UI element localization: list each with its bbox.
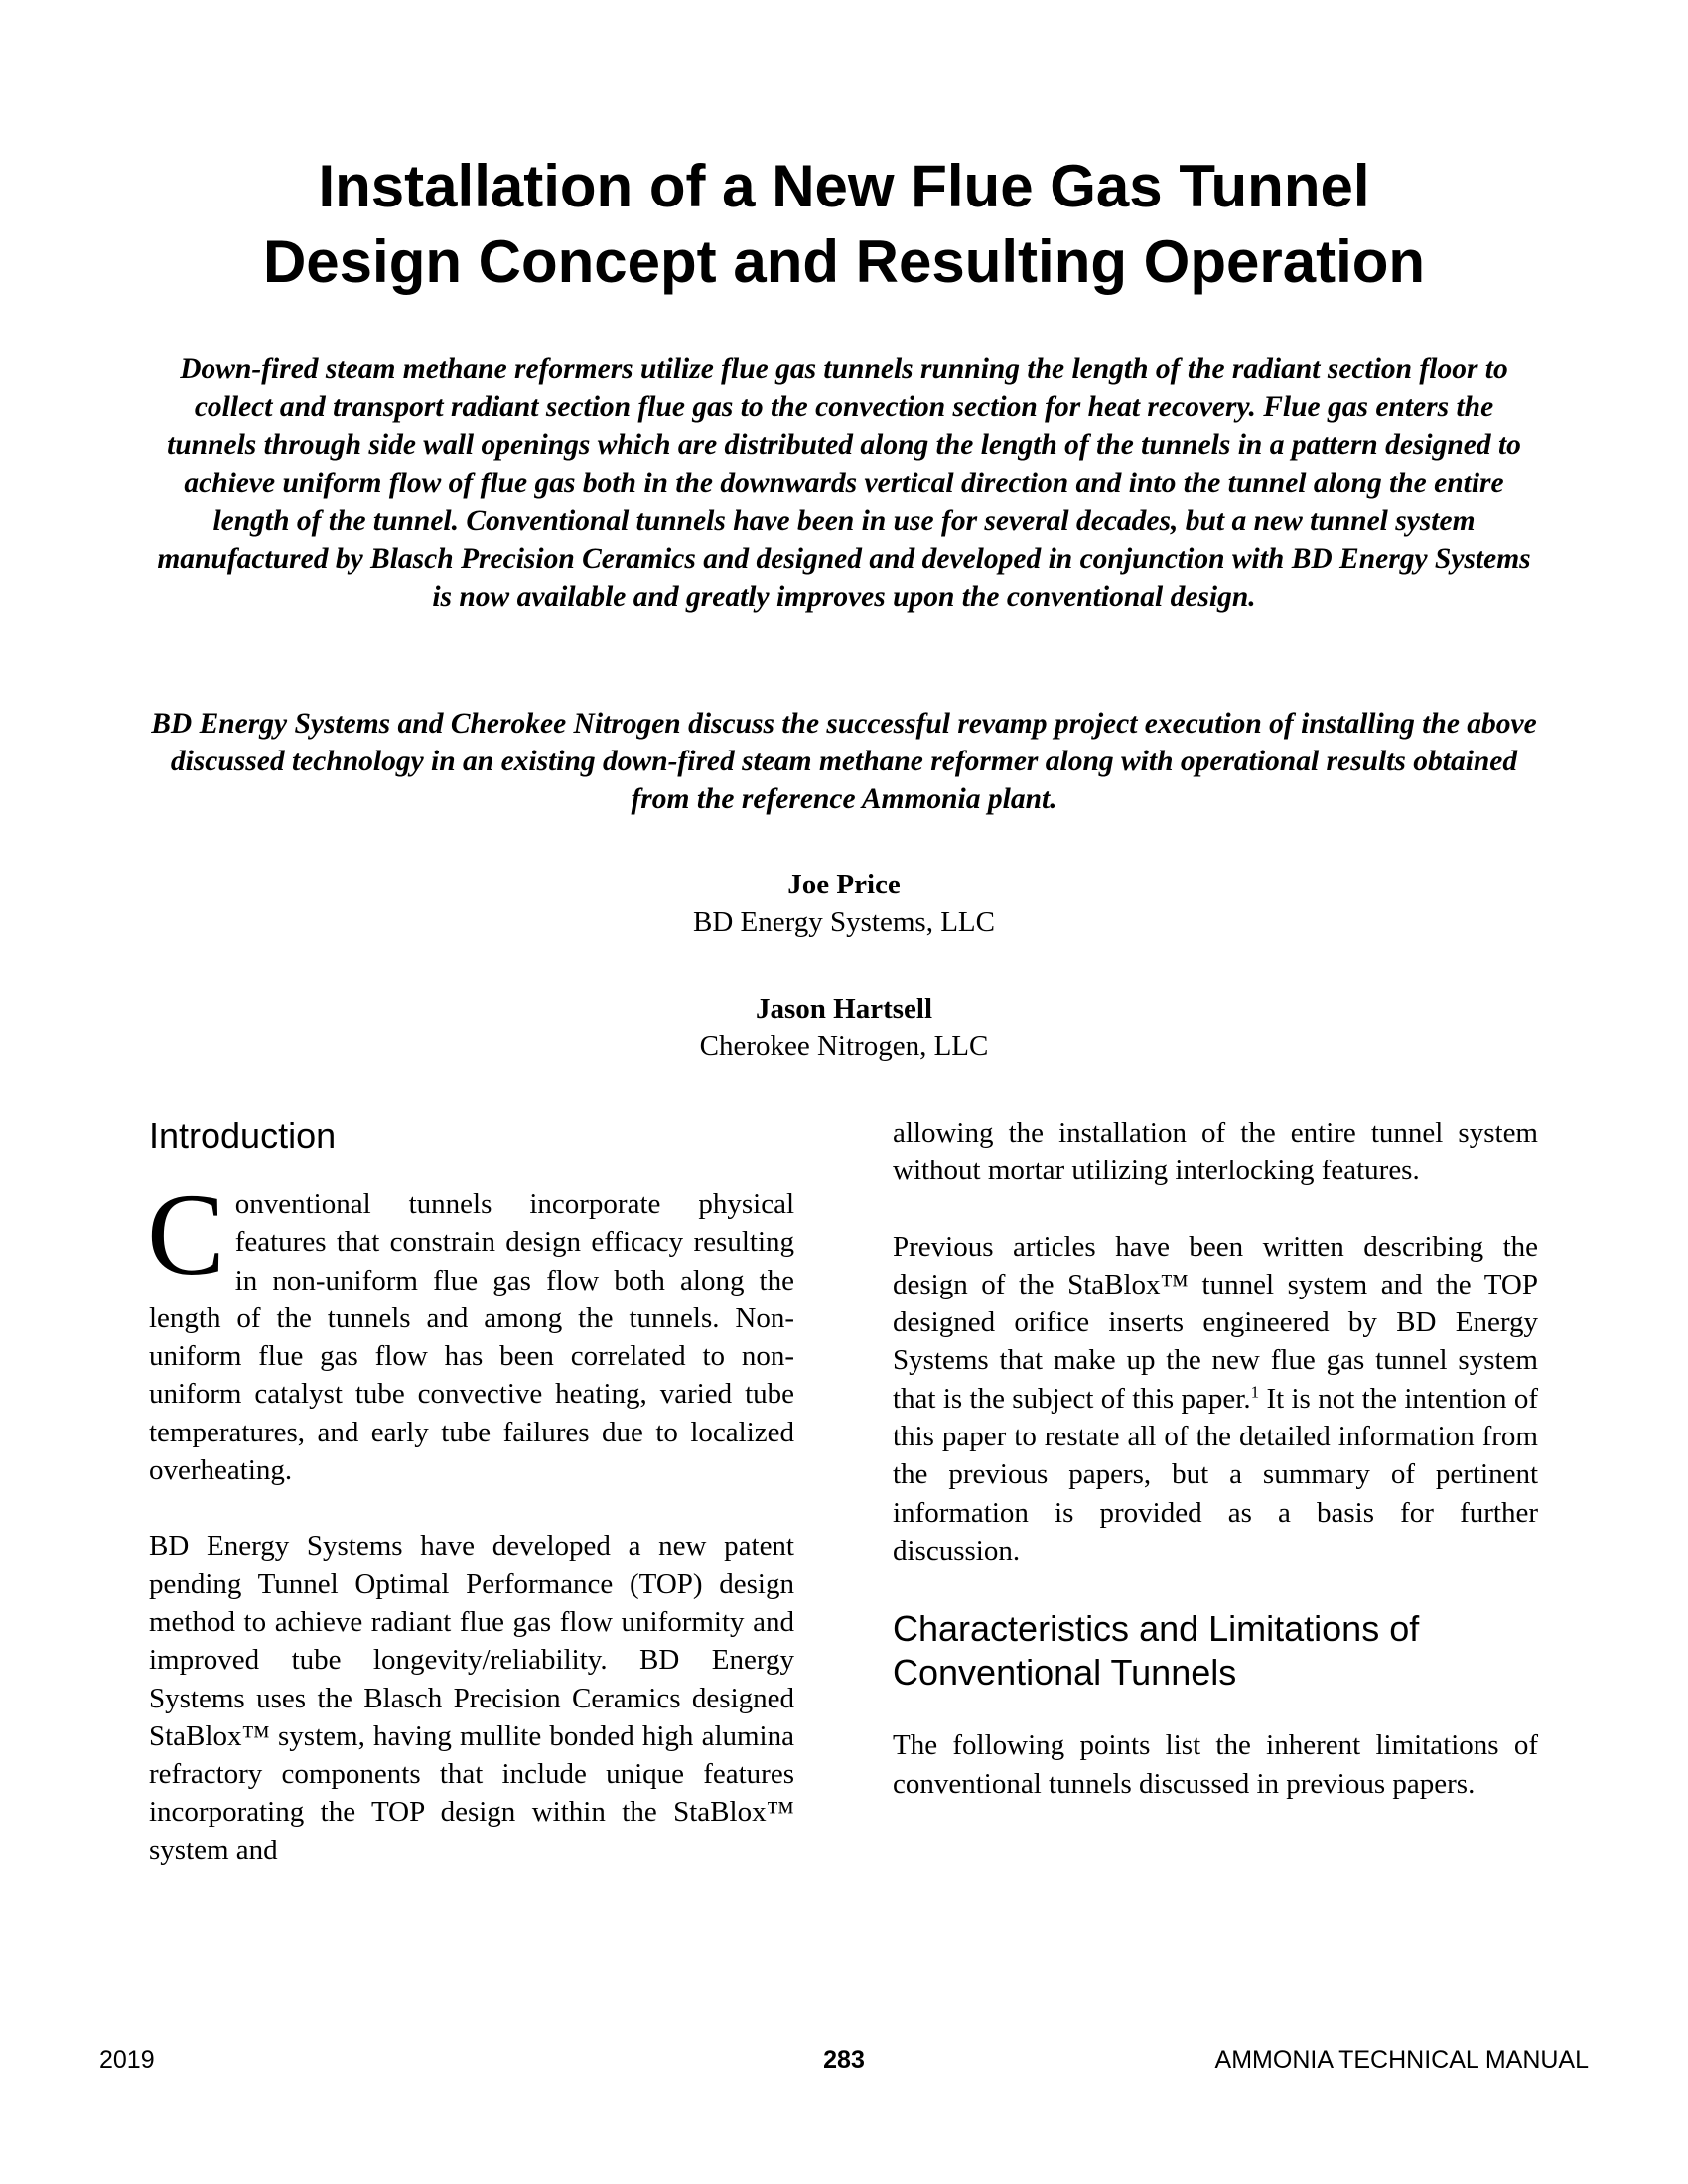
author-block-1 <box>397 866 1291 941</box>
section-heading-introduction: Introduction <box>149 1115 337 1156</box>
intro-paragraph-2-continued: allowing the installation of the entire tunnel system without mortar utilizing interlocking features. <box>893 1117 1538 1187</box>
paper-title <box>99 149 1589 300</box>
footer-journal-name: AMMONIA TECHNICAL MANUAL <box>1214 2046 1589 2074</box>
section2-paragraph-1: The following points list the inherent limitations of conventional tunnels discussed in previous papers. <box>893 1729 1538 1800</box>
left-column <box>149 1114 794 1907</box>
intro-paragraph-1-text: onventional tunnels incorporate physical features that constrain design efficacy resulting in non-uniform flue gas flow both along the length of the tunnels and among the tunnels. Non-uniform flue gas flow has been correlated to non-uniform catalyst tube convective heating, varied tube temperatures, and early tube failures due to localized overheating. <box>149 1188 794 1487</box>
intro-paragraph-3-text-b: It is not the intention of this paper to restate all of the detailed information from the previous papers, but a summary of pertinent information is provided as a basis for further discussion. <box>893 1382 1538 1567</box>
intro-paragraph-3 <box>893 1228 1538 1570</box>
author-name: Jason Hartsell <box>755 993 933 1024</box>
footnote-reference[interactable]: 1 <box>1250 1382 1260 1402</box>
abstract-paragraph-2: BD Energy Systems and Cherokee Nitrogen discuss the successful revamp project execution of installing the above discussed technology in an existing down-fired steam methane reformer along with operational results obtained from the reference Ammonia plant. <box>151 708 1537 816</box>
intro-paragraph-3-text-a: Previous articles have been written describing the design of the StaBlox™ tunnel system and the TOP designed orifice inserts engineered by BD Energy Systems that make up the new flue gas tunnel system that is the subject of this paper. <box>893 1230 1538 1415</box>
abstract-paragraph-1: Down-fired steam methane reformers utilize flue gas tunnels running the length of the radiant section floor to collect and transport radiant section flue gas to the convection section for heat recovery. Flue gas enters the tunnels through side wall openings which are distributed along the length of the tunnels in a pattern designed to achieve uniform flow of flue gas both in the downwards vertical direction and into the tunnel along the entire length of the tunnel. Conventional tunnels have been in use for several decades, but a new tunnel system manufactured by Blasch Precision Ceramics and designed and developed in conjunction with BD Energy Systems is now available and greatly improves upon the conventional design. <box>157 353 1531 614</box>
author-affiliation: BD Energy Systems, LLC <box>693 906 995 938</box>
title-line-2: Design Concept and Resulting Operation <box>262 228 1426 295</box>
intro-paragraph-1 <box>147 1169 794 1489</box>
section-heading-characteristics: Characteristics and Limitations of Conventional Tunnels <box>893 1608 1420 1694</box>
author-block-2 <box>397 990 1291 1065</box>
title-line-1: Installation of a New Flue Gas Tunnel <box>318 153 1370 219</box>
drop-cap: C <box>147 1169 225 1299</box>
page-number: 283 <box>823 2046 865 2074</box>
intro-paragraph-2: BD Energy Systems have developed a new patent pending Tunnel Optimal Performance (TOP) design method to achieve radiant flue gas flow uniformity and improved tube longevity/reliability. BD Energy Systems uses the Blasch Precision Ceramics designed StaBlox™ system, having mullite bonded high alumina refractory components that include unique features incorporating the TOP design within the StaBlox™ system and <box>149 1530 794 1866</box>
right-column <box>893 1114 1538 1841</box>
footer-year: 2019 <box>99 2046 155 2074</box>
author-affiliation: Cherokee Nitrogen, LLC <box>699 1030 989 1062</box>
author-name: Joe Price <box>787 869 901 900</box>
